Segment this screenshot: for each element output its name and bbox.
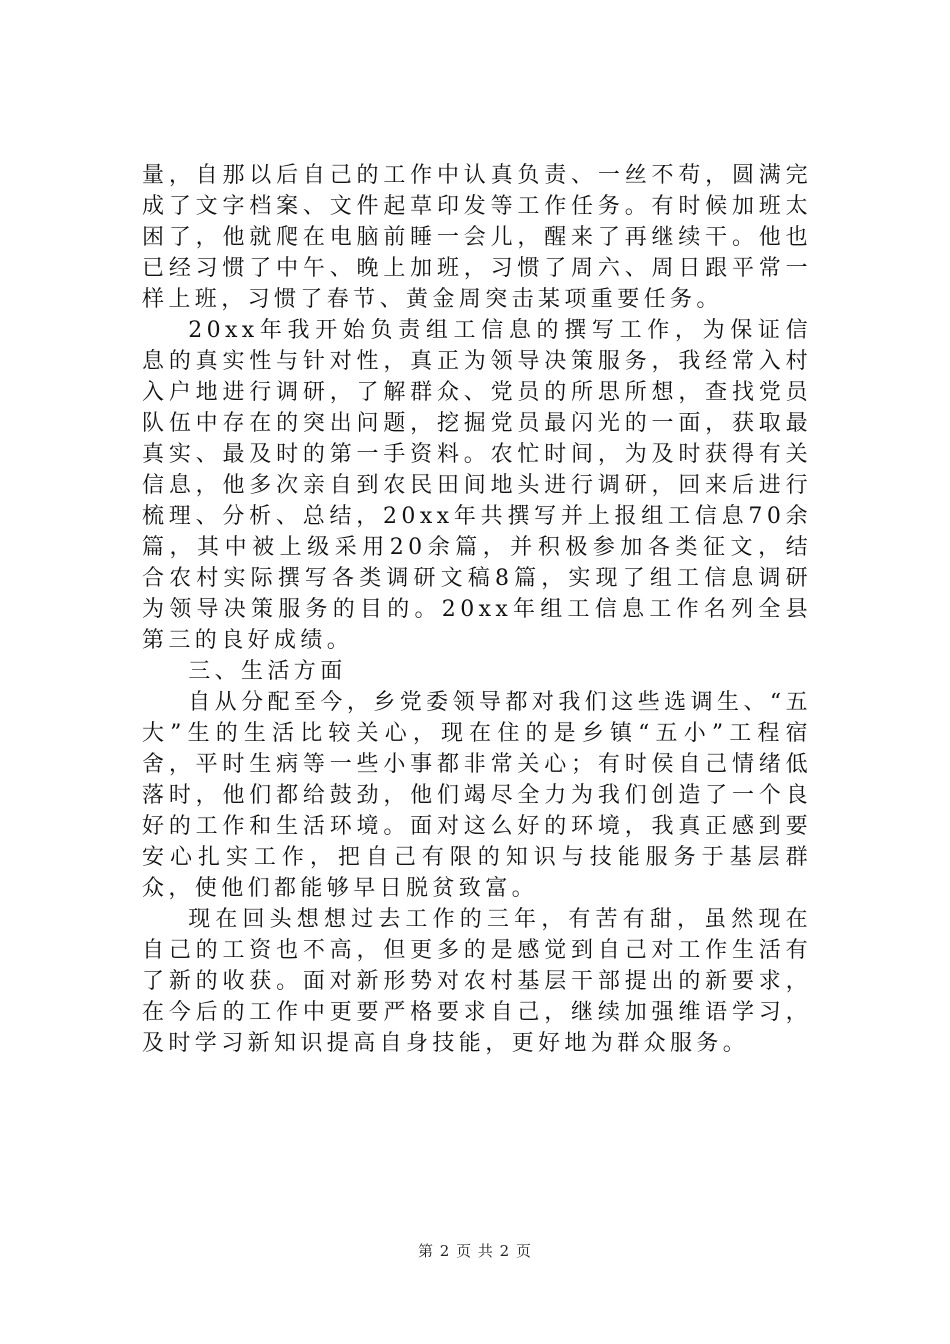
paragraph-work-attitude: 量，自那以后自己的工作中认真负责、一丝不苟，圆满完成了文字档案、文件起草印发等工作任务。有时候加班太困了，他就爬在电脑前睡一会儿，醒来了再继续干。他也已经习惯了中午、晚上加班，习惯了周六、周日跟平常一样上班，习惯了春节、黄金周突击某项重要任务。 [142,163,812,312]
paragraph-info-writing: 20xx年我开始负责组工信息的撰写工作，为保证信息的真实性与针对性，真正为领导决策服务，我经常入村入户地进行调研，了解群众、党员的所思所想，查找党员队伍中存在的突出问题，挖掘党员最闪光的一面，获取最真实、最及时的第一手资料。农忙时间，为及时获得有关信息，他多次亲自到农民田间地头进行调研，回来后进行梳理、分析、总结，20xx年共撰写并上报组工信息70余篇，其中被上级采用20余篇，并积极参加各类征文，结合农村实际撰写各类调研文稿8篇，实现了组工信息调研为领导决策服务的目的。20xx年组工信息工作名列全县第三的良好成绩。 [142,318,812,653]
section-heading-life: 三、生活方面 [188,659,347,684]
document-body [142,160,812,1059]
paragraph-life: 自从分配至今，乡党委领导都对我们这些选调生、“五大”生的生活比较关心，现在住的是乡镇“五小”工程宿舍，平时生病等一些小事都非常关心；有时侯自己情绪低落时，他们都给鼓劲，他们竭尽全力为我们创造了一个良好的工作和生活环境。面对这么好的环境，我真正感到要安心扎实工作，把自己有限的知识与技能服务于基层群众，使他们都能够早日脱贫致富。 [142,690,812,901]
paragraph-reflection: 现在回头想想过去工作的三年，有苦有甜，虽然现在自己的工资也不高，但更多的是感觉到自己对工作生活有了新的收获。面对新形势对农村基层干部提出的新要求，在今后的工作中更要严格要求自己，继续加强维语学习，及时学习新知识提高自身技能，更好地为群众服务。 [142,907,812,1056]
page-number-footer: 第 2 页 共 2 页 [418,1242,532,1260]
